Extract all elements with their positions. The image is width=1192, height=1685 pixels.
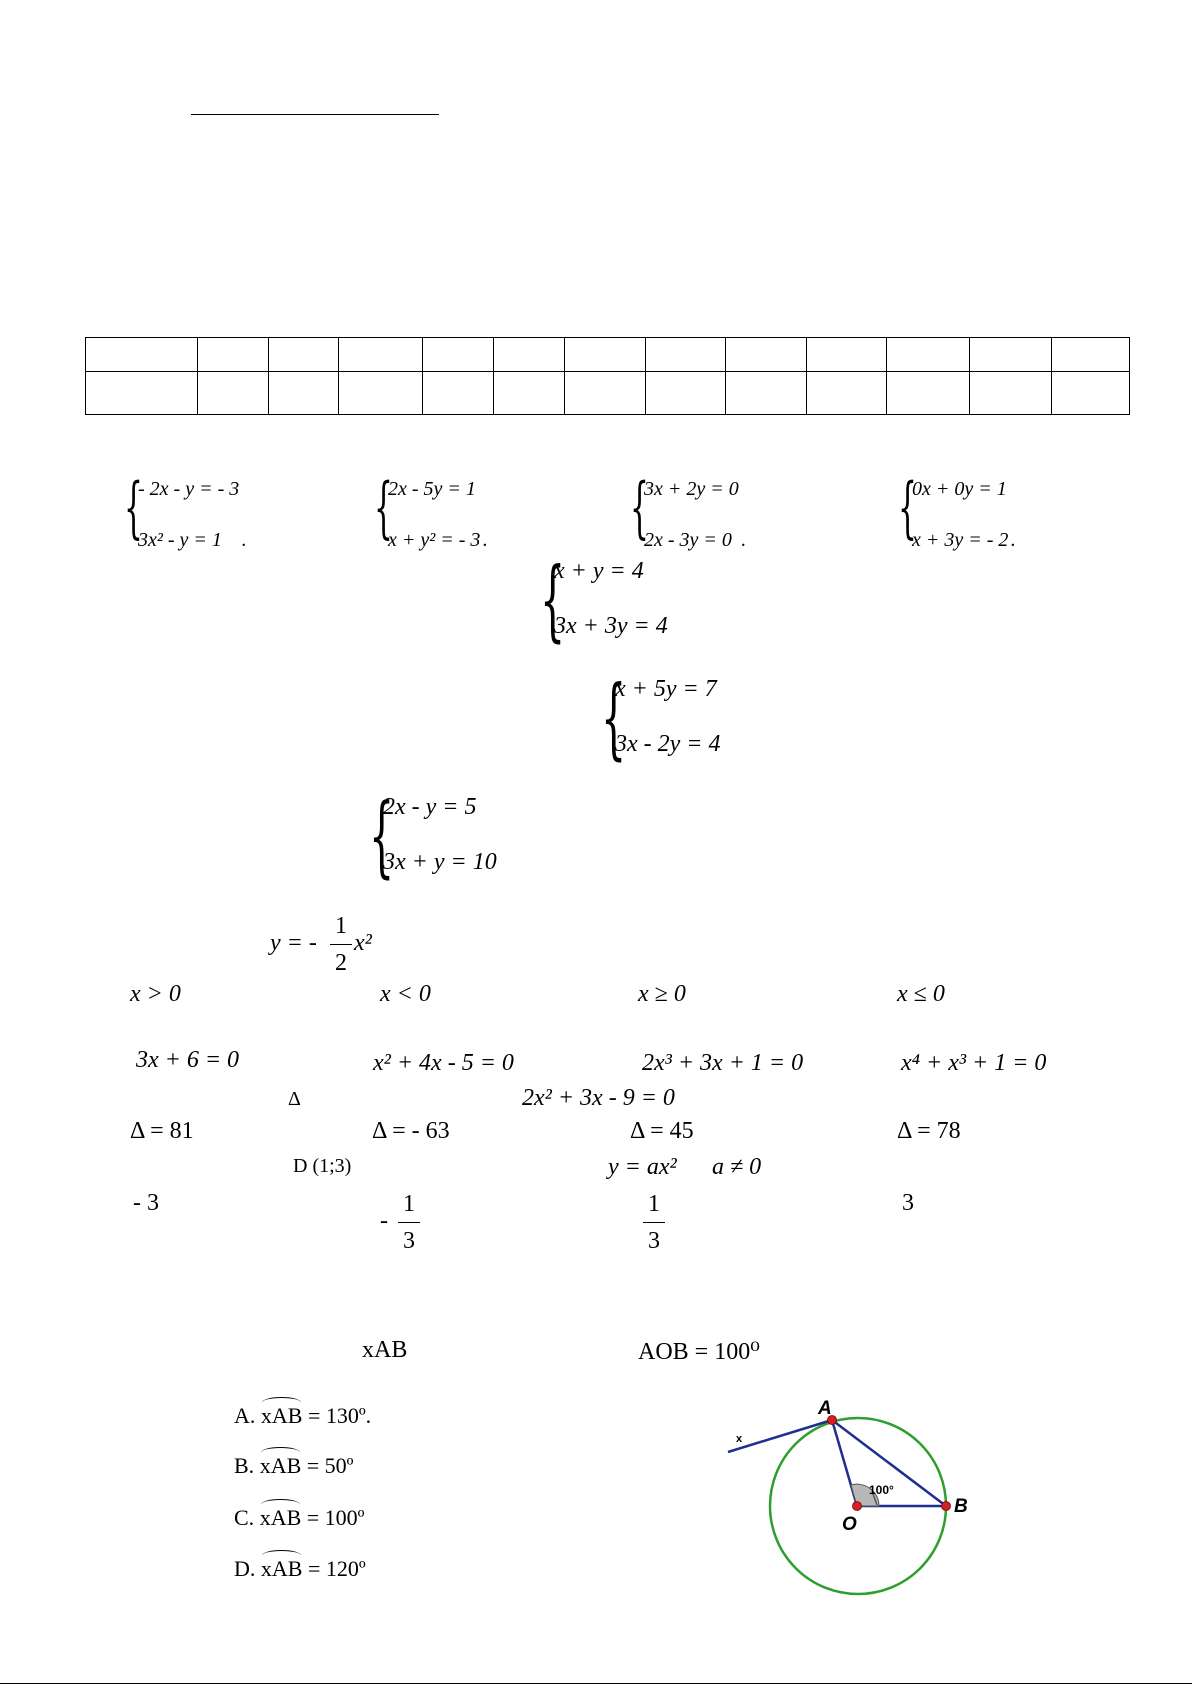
option-value: = 50º [306,1453,354,1478]
q8-c-den: 3 [648,1228,660,1254]
q5-rhs: x² [354,930,372,956]
brace-icon: { [374,469,393,546]
option-value: = 130º. [307,1403,372,1428]
q1-option-c-system [630,469,746,552]
q1-b-dot: . [482,529,488,551]
q8-b-den: 3 [403,1228,415,1254]
table-cell [726,372,807,415]
brace-icon: { [601,666,627,769]
q7-option-b: Δ = - 63 [372,1118,450,1144]
table-cell [86,372,198,415]
q6-option-c: 2x³ + 3x + 1 = 0 [642,1050,804,1076]
label-a: A [818,1398,832,1419]
label-o: O [842,1514,857,1535]
table-cell [339,338,423,372]
q1-option-d-system [898,469,1016,552]
arc-label: xAB [260,1403,303,1428]
fraction-bar [330,944,352,945]
fraction-bar [398,1222,420,1223]
q8-point: D (1;3) [293,1155,352,1177]
arc-label: xAB [260,1556,303,1581]
table-cell [269,372,339,415]
fraction-bar [643,1222,665,1223]
q9-angle-given: AOB = 100⁰ [638,1339,760,1365]
option-letter: A. [234,1403,256,1428]
q6-option-a: 3x + 6 = 0 [136,1047,240,1073]
q3-row1: x + 5y = 7 [615,676,717,702]
q8-option-d: 3 [902,1190,914,1216]
table-cell [198,372,269,415]
circle-figure [720,1390,980,1610]
q5-option-a: x > 0 [130,981,181,1007]
brace-icon: { [369,784,395,887]
q9-option-c [234,1505,364,1531]
tangent-line-ax [728,1420,832,1452]
q8-option-b-sign: - [380,1208,388,1234]
q1-c-dot: . [740,529,746,551]
q8-option-c-fraction [643,1190,665,1255]
brace-icon: { [898,469,917,546]
table-cell [887,338,970,372]
q3-system [601,666,721,769]
q2-system [540,548,668,651]
point-b [942,1502,951,1511]
table-cell [198,338,269,372]
table-cell [565,338,646,372]
table-row [86,372,1130,415]
q5-option-c: x ≥ 0 [638,981,686,1007]
table-cell [1052,338,1130,372]
q2-row1: x + y = 4 [554,558,644,584]
table-cell [807,338,887,372]
q1-b-row1: 2x - 5y = 1 [388,478,476,500]
table-cell [269,338,339,372]
q4-row1: 2x - y = 5 [383,794,477,820]
table-cell [970,372,1052,415]
q1-option-a-system [124,469,247,552]
q5-option-d: x ≤ 0 [897,981,945,1007]
angle-label: 100° [869,1483,894,1497]
q8-c-num: 1 [648,1191,660,1217]
q7-option-a: Δ = 81 [130,1118,194,1144]
q9-option-a [234,1403,371,1429]
table-cell [423,338,494,372]
option-letter: B. [234,1453,255,1478]
q7-equation: 2x² + 3x - 9 = 0 [522,1085,675,1111]
table-cell [887,372,970,415]
table-cell [86,338,198,372]
q1-b-row2: x + y² = - 3 [388,529,481,551]
option-value: = 100º [306,1505,365,1530]
table-cell [807,372,887,415]
table-cell [646,338,726,372]
table-cell [1052,372,1130,415]
table-cell [565,372,646,415]
table-cell [726,338,807,372]
q6-option-d: x⁴ + x³ + 1 = 0 [901,1050,1047,1076]
q2-row2: 3x + 3y = 4 [554,613,668,639]
table-cell [494,372,565,415]
q5-num: 1 [335,913,347,939]
label-b: B [954,1496,968,1517]
q8-function: y = ax² [608,1154,677,1180]
title-underline [191,114,439,115]
q5-den: 2 [335,950,347,976]
q4-system [369,784,497,887]
table-cell [970,338,1052,372]
q8-b-num: 1 [403,1191,415,1217]
q6-option-b: x² + 4x - 5 = 0 [373,1050,514,1076]
page-bottom-rule [0,1683,1192,1684]
q1-d-dot: . [1010,529,1016,551]
q4-row2: 3x + y = 10 [383,849,497,875]
q9-option-b [234,1453,353,1479]
q1-d-row2: x + 3y = - 2 [912,529,1009,551]
q1-a-dot: . [241,529,247,551]
q3-row2: 3x - 2y = 4 [615,731,721,757]
q8-condition: a ≠ 0 [712,1154,762,1180]
q5-option-b: x < 0 [380,981,431,1007]
q1-c-row1: 3x + 2y = 0 [644,478,739,500]
brace-icon: { [540,548,566,651]
table-cell [494,338,565,372]
table-cell [339,372,423,415]
point-o [853,1502,862,1511]
option-letter: C. [234,1505,255,1530]
q7-delta-symbol: Δ [288,1088,301,1110]
q5-fraction [330,912,352,977]
table-cell [423,372,494,415]
arc-label: xAB [259,1453,302,1478]
q9-angle-name: xAB [362,1337,408,1363]
table-row [86,338,1130,372]
brace-icon: { [124,469,143,546]
table-cell [646,372,726,415]
option-value: = 120º [307,1556,366,1581]
label-x: x [736,1433,743,1445]
brace-icon: { [630,469,649,546]
q1-option-b-system [374,469,488,552]
q1-a-row1: - 2x - y = - 3 [138,478,240,500]
q8-option-a: - 3 [133,1190,159,1216]
q8-option-b-fraction [398,1190,420,1255]
q7-option-d: Δ = 78 [897,1118,961,1144]
answer-table [85,337,1130,415]
q9-option-d [234,1556,366,1582]
arc-label: xAB [259,1505,302,1530]
q1-a-row2: 3x² - y = 1 [138,529,222,551]
option-letter: D. [234,1556,256,1581]
q1-c-row2: 2x - 3y = 0 [644,529,732,551]
q7-option-c: Δ = 45 [630,1118,694,1144]
q1-d-row1: 0x + 0y = 1 [912,478,1007,500]
q5-lhs: y = - [270,930,317,956]
